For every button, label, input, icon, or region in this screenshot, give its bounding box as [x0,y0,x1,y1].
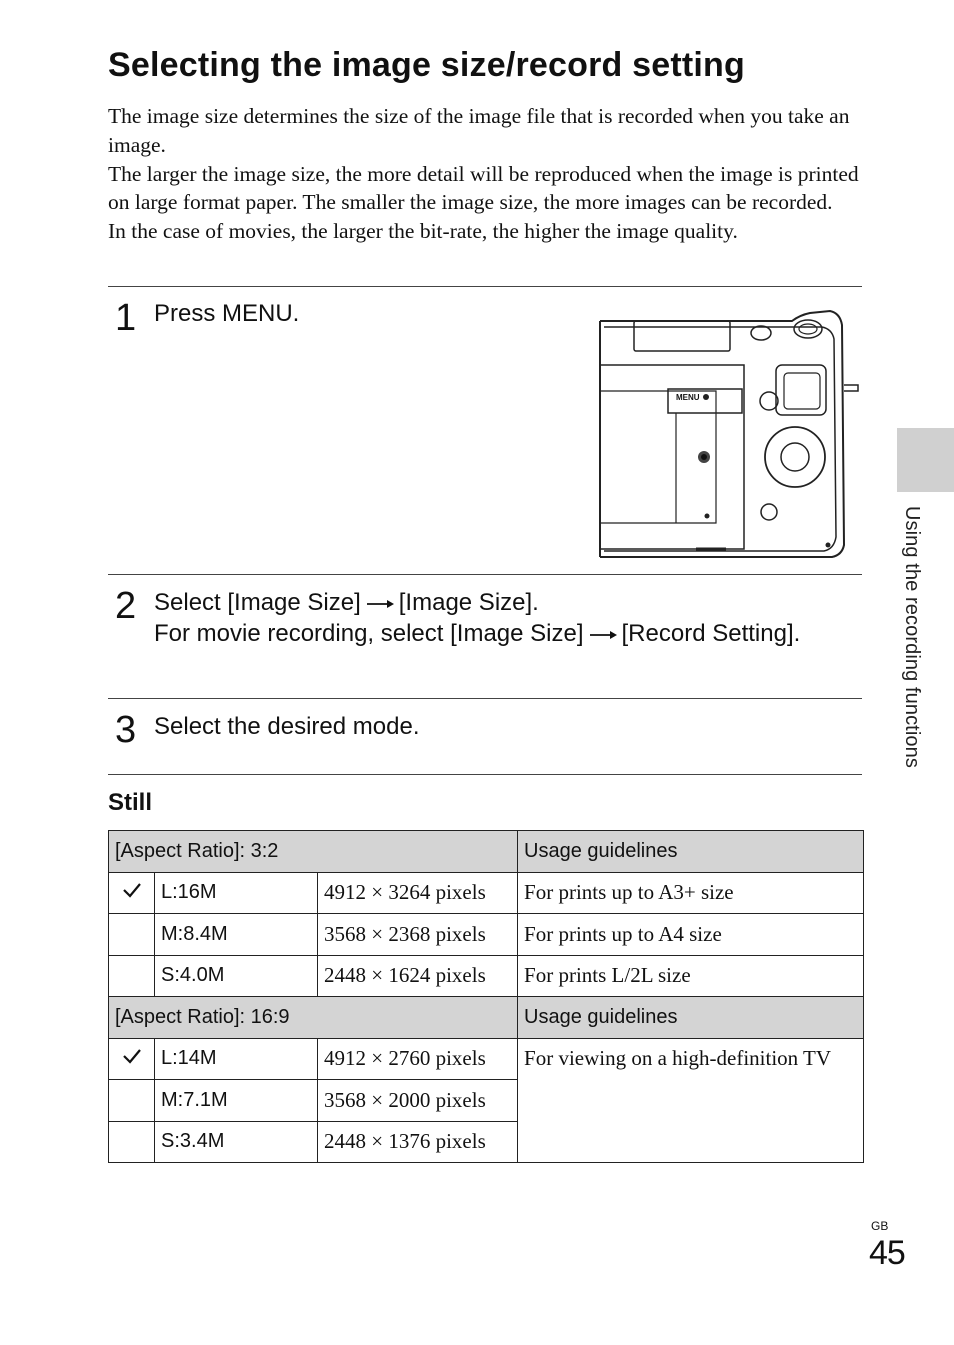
step-2-line-1 [154,587,844,618]
chapter-tab-label: Using the recording functions [901,506,923,768]
default-check-icon [109,872,155,914]
camera-back-illustration [596,305,860,563]
pixels-cell: 4912 × 2760 pixels [318,1038,518,1080]
intro-paragraph: In the case of movies, the larger the bit-rate, the higher the image quality. [108,219,738,244]
mode-cell: S:4.0M [155,955,318,997]
step-2-line-2-part-a: For movie recording, select [Image Size] [154,620,584,647]
menu-button-label: MENU [676,393,700,402]
step-1-text: Press MENU. [154,300,300,327]
default-check-icon [109,1038,155,1080]
arrow-right-icon [588,629,618,641]
aspect-ratio-header: [Aspect Ratio]: 16:9 [109,997,518,1039]
usage-header: Usage guidelines [518,831,864,873]
page-number: 45 [869,1234,905,1272]
step-2-line-2-part-b: [Record Setting]. [621,620,801,647]
pixels-cell: 4912 × 3264 pixels [318,872,518,914]
still-image-size-table [108,830,864,1163]
table-header-row [109,997,864,1039]
section-heading-still: Still [108,789,153,816]
intro-paragraph: The larger the image size, the more detail will be reproduced when the image is printed on large format paper. The smaller the image size, the more images can be recorded. [108,161,859,215]
arrow-right-icon [365,598,395,610]
divider [108,574,862,575]
step-3-number: 3 [115,709,136,751]
mode-cell: L:14M [155,1038,318,1080]
usage-header: Usage guidelines [518,997,864,1039]
table-row [109,1038,864,1080]
usage-cell: For prints up to A4 size [518,914,864,956]
step-3-text: Select the desired mode. [154,713,420,740]
table-row [109,955,864,997]
table-row [109,914,864,956]
aspect-ratio-header: [Aspect Ratio]: 3:2 [109,831,518,873]
step-1-number: 1 [115,297,136,339]
mode-cell: M:8.4M [155,914,318,956]
step-2-line-1-part-b: [Image Size]. [398,589,539,616]
step-2-number: 2 [115,585,136,627]
pixels-cell: 3568 × 2368 pixels [318,914,518,956]
step-2-text [154,587,844,649]
pixels-cell: 3568 × 2000 pixels [318,1080,518,1122]
step-2-line-2 [154,618,844,649]
intro-text [108,102,860,246]
mode-cell: S:3.4M [155,1121,318,1163]
divider [108,774,862,775]
page-title: Selecting the image size/record setting [108,46,745,84]
pixels-cell: 2448 × 1376 pixels [318,1121,518,1163]
usage-cell: For prints L/2L size [518,955,864,997]
usage-cell: For viewing on a high-definition TV [518,1038,864,1163]
pixels-cell: 2448 × 1624 pixels [318,955,518,997]
mode-cell: M:7.1M [155,1080,318,1122]
divider [108,286,862,287]
chapter-tab [897,428,954,492]
divider [108,698,862,699]
table-header-row [109,831,864,873]
step-2-line-1-part-a: Select [Image Size] [154,589,361,616]
mode-cell: L:16M [155,872,318,914]
region-code: GB [871,1219,889,1233]
table-row [109,872,864,914]
intro-paragraph: The image size determines the size of the image file that is recorded when you take an image. [108,104,850,157]
usage-cell: For prints up to A3+ size [518,872,864,914]
